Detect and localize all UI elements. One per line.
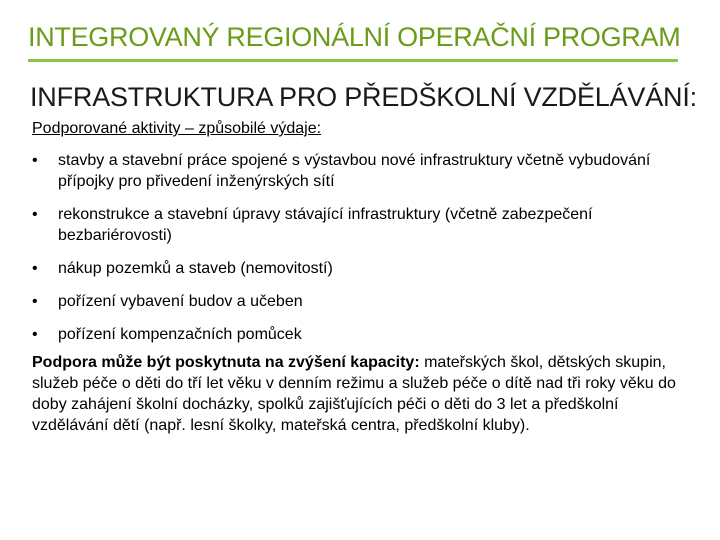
bullet-icon: • xyxy=(32,206,38,223)
activity-list xyxy=(32,150,682,357)
list-item-text: pořízení kompenzačních pomůcek xyxy=(58,326,302,343)
list-item xyxy=(32,324,682,345)
header-divider xyxy=(28,59,678,62)
list-item xyxy=(32,291,682,312)
list-item-text: rekonstrukce a stavební úpravy stávající infrastruktury (včetně zabezpečení bezbariérovosti) xyxy=(58,206,593,244)
list-item-text: nákup pozemků a staveb (nemovitostí) xyxy=(58,260,333,277)
bullet-icon: • xyxy=(32,293,38,310)
section-subheading: Podporované aktivity – způsobilé výdaje: xyxy=(32,120,322,137)
list-item xyxy=(32,150,682,192)
bullet-icon: • xyxy=(32,260,38,277)
list-item-text: pořízení vybavení budov a učeben xyxy=(58,293,303,310)
summary-text: mateřských škol, dětských skupin, služeb péče o děti do tří let věku v denním režimu a služeb péče o dítě nad tři roky věku do doby zahájení školní docházky, spolků zajišťujících péči o děti do 3 let a předškolní vzdělávání dětí (např. lesní školky, mateřská centra, předškolní kluby). xyxy=(32,354,676,434)
list-item xyxy=(32,204,682,246)
page-title: INFRASTRUKTURA PRO PŘEDŠKOLNÍ VZDĚLÁVÁNÍ: xyxy=(30,82,697,112)
bullet-icon: • xyxy=(32,326,38,343)
summary-paragraph xyxy=(32,352,682,436)
header-title: INTEGROVANÝ REGIONÁLNÍ OPERAČNÍ PROGRAM xyxy=(28,22,681,52)
bullet-icon: • xyxy=(32,152,38,169)
summary-bold-lead: Podpora může být poskytnuta na zvýšení kapacity: xyxy=(32,354,420,371)
list-item-text: stavby a stavební práce spojené s výstavbou nové infrastruktury včetně vybudování přípojky pro přivedení inženýrských sítí xyxy=(58,152,651,190)
list-item xyxy=(32,258,682,279)
